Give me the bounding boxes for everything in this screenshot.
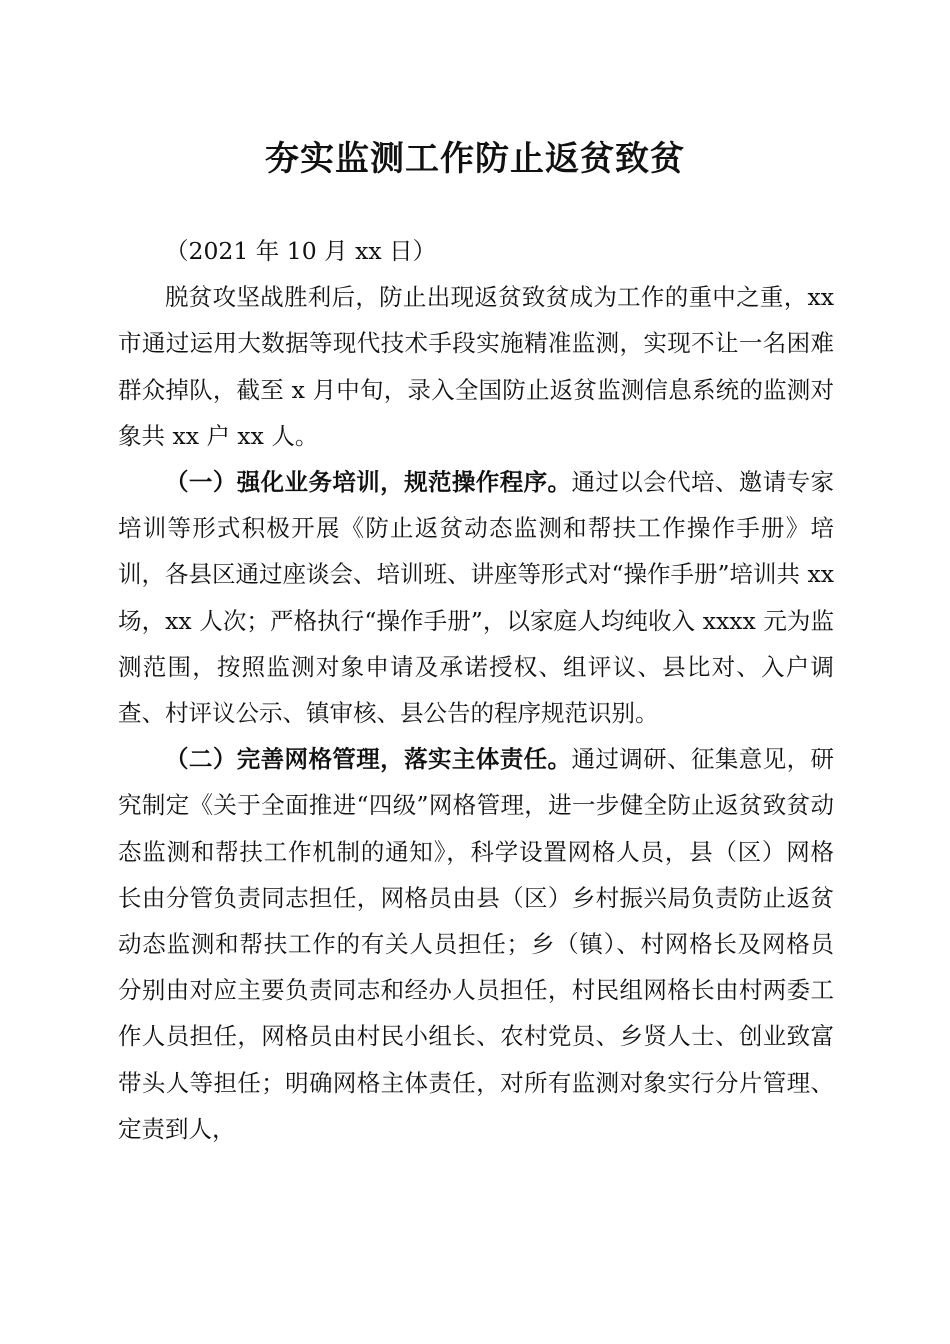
paragraph-heading: （二）完善网格管理，落实主体责任。 <box>165 745 572 774</box>
paragraph-heading: （一）强化业务培训，规范操作程序。 <box>165 468 572 497</box>
paragraph-grid-management <box>118 736 834 1152</box>
document-body <box>118 228 834 1152</box>
paragraph-text: 脱贫攻坚战胜利后，防止出现返贫致贫成为工作的重中之重，xx 市通过运用大数据等现代技术手段实施精准监测，实现不让一名困难群众掉队，截至 x 月中旬，录入全国防止返贫监测信息系统的监测对象共 xx 户 xx 人。 <box>118 283 834 450</box>
paragraph-intro <box>118 274 834 459</box>
date-line: （2021 年 10 月 xx 日） <box>165 237 437 265</box>
paragraph-training <box>118 459 834 736</box>
paragraph-text: 通过调研、征集意见，研究制定《关于全面推进“四级”网格管理，进一步健全防止返贫致贫动态监测和帮扶工作机制的通知》，科学设置网格人员，县（区）网格长由分管负责同志担任，网格员由县（区）乡村振兴局负责防止返贫动态监测和帮扶工作的有关人员担任；乡（镇）、村网格长及网格员分别由对应主要负责同志和经办人员担任，村民组网格长由村两委工作人员担任，网格员由村民小组长、农村党员、乡贤人士、创业致富带头人等担任；明确网格主体责任，对所有监测对象实行分片管理、定责到人， <box>118 745 835 1143</box>
paragraph-text: 通过以会代培、邀请专家培训等形式积极开展《防止返贫动态监测和帮扶工作操作手册》培训，各县区通过座谈会、培训班、讲座等形式对“操作手册”培训共 xx 场，xx 人次；严格执行“操作手册”，以家庭人均纯收入 xxxx 元为监测范围，按照监测对象申请及承诺授权、组评议、县比对、入户调查、村评议公示、镇审核、县公告的程序规范识别。 <box>118 468 835 728</box>
document-title: 夯实监测工作防止返贫致贫 <box>265 139 685 179</box>
